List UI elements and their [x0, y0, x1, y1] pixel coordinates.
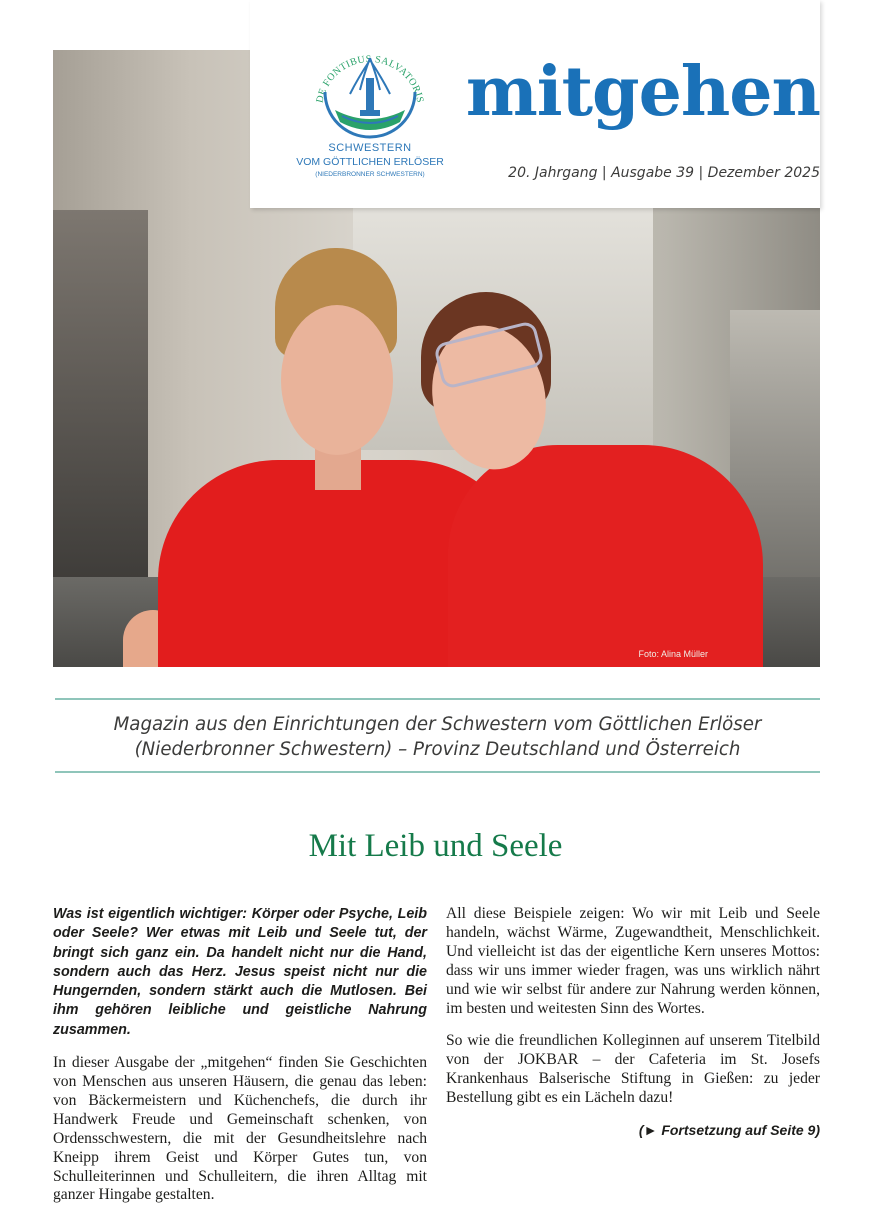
subtitle-line-2: (Niederbronner Schwestern) – Provinz Deutschland und Österreich [134, 739, 741, 760]
logo-org-line1: SCHWESTERN [328, 142, 412, 154]
photo-background-cabinet [53, 210, 148, 590]
order-logo [280, 30, 460, 185]
photo-credit: Foto: Alina Müller [638, 649, 708, 659]
person-right-shirt [448, 445, 763, 667]
article-lead: Was ist eigentlich wichtiger: Körper oder Psyche, Leib oder Seele? Wer etwas mit Leib und Seele tut, der bringt sich ganz ein. Da handelt nicht nur die Hand, sondern auch das Herz. Jesus speist nicht nur die Hungernden, sondern stärkt auch die Mutlosen. Bei ihm gehören leibliche und geistliche Nahrung zusammen. [53, 906, 427, 1038]
logo-org-line2: VOM GÖTTLICHEN ERLÖSER [296, 156, 444, 168]
issue-line: 20. Jahrgang | Ausgabe 39 | Dezember 2025 [508, 165, 820, 181]
divider-top [55, 698, 820, 700]
continued-link[interactable]: (► Fortsetzung auf Seite 9) [638, 1122, 820, 1139]
subtitle-line-1: Magazin aus den Einrichtungen der Schwestern vom Göttlichen Erlöser [113, 714, 762, 735]
article-headline: Mit Leib und Seele [308, 828, 563, 864]
masthead [250, 0, 820, 208]
magazine-title: mitgehen [465, 52, 820, 132]
article-column-left [53, 905, 427, 1219]
logo-org-line3: (NIEDERBRONNER SCHWESTERN) [315, 171, 425, 178]
divider-bottom [55, 771, 820, 773]
article-paragraph-1: In dieser Ausgabe der „mitgehen“ finden Sie Geschichten von Menschen aus unseren Häusern, die genau das leben: von Bäckermeistern und Küchenchefs, die durch ihr Handwerk Freude und Gemeinschaft schenken, von Ordensschwestern, die mit der Gesundheitslehre nach Kneipp ihrem Geist und Körper Gutes tun, von Schulleiterinnen und Schulleitern, die ihren Alltag mit ganzer Hingabe gestalten. [53, 1054, 427, 1204]
person-left-face [281, 305, 393, 455]
article-paragraph-2: All diese Beispiele zeigen: Wo wir mit Leib und Seele handeln, wächst Wärme, Zugewandtheit, Menschlichkeit. Und vielleicht ist das der eigentliche Kern unseres Mottos: dass wir uns immer wieder fragen, was uns wirklich nährt und wie wir selbst für andere zur Nahrung werden können, im besten und weitesten Sinn des Wortes. [446, 905, 820, 1017]
logo-arc-text: DE FONTIBUS SALVATORIS [314, 53, 426, 104]
article-column-right [446, 905, 820, 1138]
magazine-subtitle [55, 712, 820, 762]
article-paragraph-3: So wie die freundlichen Kolleginnen auf unserem Titelbild von der JOKBAR – der Cafeteria im St. Josefs Krankenhaus Balserische Stiftung in Gießen: zu jeder Bestellung gibt es ein Lächeln dazu! [446, 1032, 820, 1107]
